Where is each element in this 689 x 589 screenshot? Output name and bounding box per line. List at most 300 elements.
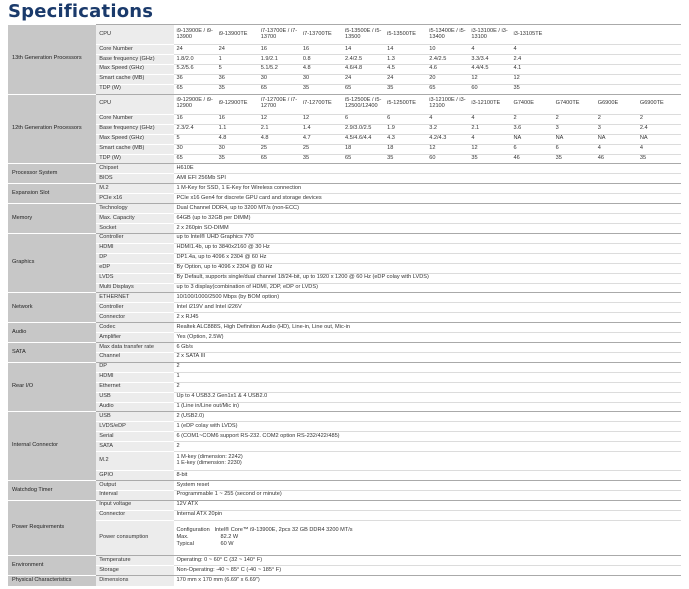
spec-cell: 4.8 bbox=[259, 134, 301, 144]
spec-cell: 3 bbox=[596, 124, 638, 134]
spec-value: 6 Gb/s bbox=[174, 343, 681, 353]
spec-cell: 4 bbox=[469, 45, 511, 55]
category-12th-generation-processors: 12th Generation Processors bbox=[8, 94, 96, 164]
spec-cell: 16 bbox=[217, 114, 259, 124]
spec-cell: 35 bbox=[217, 84, 259, 94]
spec-label: Multi Displays bbox=[96, 283, 174, 293]
spec-row bbox=[8, 194, 681, 204]
spec-row bbox=[8, 223, 681, 233]
spec-cell: 3.6 bbox=[511, 124, 553, 134]
category-sata: SATA bbox=[8, 343, 96, 363]
spec-cell: i5-12500E / i5-12500/12400 bbox=[343, 94, 385, 114]
spec-value: 170 mm x 170 mm (6.69" x 6.69") bbox=[174, 576, 681, 586]
spec-cell: 2.1 bbox=[259, 124, 301, 134]
spec-cell: 5.2/5.6 bbox=[174, 64, 216, 74]
spec-value: 8-bit bbox=[174, 471, 681, 481]
spec-cell: i5-12500TE bbox=[385, 94, 427, 114]
spec-value: up to 3 display(combination of HDMI, 2DP, eDP or LVDS) bbox=[174, 283, 681, 293]
spec-row bbox=[8, 323, 681, 333]
category-rear-i-o: Rear I/O bbox=[8, 362, 96, 412]
spec-cell: 2.4 bbox=[511, 55, 553, 65]
spec-value: 6 (COM1~COM6 support RS-232. COM2 option RS-232/422/485) bbox=[174, 432, 681, 442]
spec-cell: 20 bbox=[427, 74, 469, 84]
spec-cell: 24 bbox=[385, 74, 427, 84]
spec-cell: 18 bbox=[343, 144, 385, 154]
spec-cell: NA bbox=[596, 134, 638, 144]
spec-row bbox=[8, 253, 681, 263]
spec-value: 1 (Line in/Line out/Mic in) bbox=[174, 402, 681, 412]
spec-value: 2 bbox=[174, 362, 681, 372]
spec-cell: 6 bbox=[343, 114, 385, 124]
spec-label: Max Speed (GHz) bbox=[96, 134, 174, 144]
spec-cell: 4.4/4.5 bbox=[469, 64, 511, 74]
spec-cell: 4 bbox=[469, 134, 511, 144]
spec-label: Channel bbox=[96, 352, 174, 362]
spec-row bbox=[8, 283, 681, 293]
spec-value: By Option, up to 4096 x 2304 @ 60 Hz bbox=[174, 263, 681, 273]
spec-label: Technology bbox=[96, 204, 174, 214]
spec-label: Connector bbox=[96, 313, 174, 323]
spec-cell: 12 bbox=[259, 114, 301, 124]
spec-row bbox=[8, 184, 681, 194]
spec-cell: 35 bbox=[385, 154, 427, 164]
spec-value: 2 (USB2.0) bbox=[174, 412, 681, 422]
spec-cell: 5.1/5.2 bbox=[259, 64, 301, 74]
spec-cell: 25 bbox=[301, 144, 343, 154]
spec-cell: i5-13400E / i5-13400 bbox=[427, 25, 469, 45]
spec-value: 1 (eDP colay with LVDS) bbox=[174, 422, 681, 432]
spec-label: Controller bbox=[96, 233, 174, 243]
spec-row bbox=[8, 263, 681, 273]
spec-cell: 6 bbox=[385, 114, 427, 124]
spec-cell: 24 bbox=[343, 74, 385, 84]
spec-cell: 4.6 bbox=[427, 64, 469, 74]
spec-row bbox=[8, 333, 681, 343]
spec-cell: 4.8 bbox=[217, 134, 259, 144]
spec-label: Max data transfer rate bbox=[96, 343, 174, 353]
spec-label: Dimensions bbox=[96, 576, 174, 586]
spec-label: Storage bbox=[96, 566, 174, 576]
spec-cell: 6 bbox=[554, 144, 596, 154]
spec-label: HDMI bbox=[96, 243, 174, 253]
spec-row bbox=[8, 442, 681, 452]
spec-row bbox=[8, 471, 681, 481]
spec-cell: 36 bbox=[174, 74, 216, 84]
spec-value: H610E bbox=[174, 164, 681, 174]
spec-value: 1 M-key (dimension: 2242) 1 E-key (dimension: 2230) bbox=[174, 452, 681, 471]
spec-cell: 35 bbox=[511, 84, 553, 94]
spec-value: 10/100/1000/2500 Mbps (by BOM option) bbox=[174, 293, 681, 303]
spec-row bbox=[8, 64, 681, 74]
spec-row bbox=[8, 576, 681, 586]
spec-row bbox=[8, 422, 681, 432]
spec-row bbox=[8, 362, 681, 372]
spec-cell bbox=[596, 45, 638, 55]
spec-value: 2 x RJ45 bbox=[174, 313, 681, 323]
max-label: Max. bbox=[176, 534, 189, 541]
spec-cell: 3.3/3.4 bbox=[469, 55, 511, 65]
spec-label: USB bbox=[96, 412, 174, 422]
spec-cell: 30 bbox=[301, 74, 343, 84]
spec-row bbox=[8, 174, 681, 184]
spec-cell: 16 bbox=[259, 45, 301, 55]
spec-cell: 65 bbox=[174, 84, 216, 94]
spec-label: Codec bbox=[96, 323, 174, 333]
spec-cell: 3.2 bbox=[427, 124, 469, 134]
spec-cell: 14 bbox=[343, 45, 385, 55]
spec-cell bbox=[596, 74, 638, 84]
spec-cell: 30 bbox=[259, 74, 301, 84]
spec-row bbox=[8, 452, 681, 471]
spec-cell: 35 bbox=[301, 84, 343, 94]
max-value: 82.2 W bbox=[220, 534, 239, 541]
spec-row bbox=[8, 510, 681, 520]
spec-label: CPU bbox=[96, 25, 174, 45]
spec-cell: 2.3/2.4 bbox=[174, 124, 216, 134]
spec-row bbox=[8, 352, 681, 362]
spec-row bbox=[8, 273, 681, 283]
spec-cell: i9-13900TE bbox=[217, 25, 259, 45]
spec-label: TDP (W) bbox=[96, 84, 174, 94]
spec-cell: 4.1 bbox=[511, 64, 553, 74]
spec-row bbox=[8, 243, 681, 253]
spec-value: 64GB (up to 32GB per DIMM) bbox=[174, 214, 681, 224]
spec-cell: 35 bbox=[301, 154, 343, 164]
spec-label: Output bbox=[96, 481, 174, 491]
spec-cell: i7-12700TE bbox=[301, 94, 343, 114]
spec-row bbox=[8, 481, 681, 491]
spec-label: Ethernet bbox=[96, 382, 174, 392]
power-consumption-value bbox=[174, 520, 681, 556]
spec-cell: 65 bbox=[174, 154, 216, 164]
spec-cell: 2.4 bbox=[638, 124, 681, 134]
spec-row bbox=[8, 372, 681, 382]
spec-cell: 36 bbox=[217, 74, 259, 84]
category-graphics: Graphics bbox=[8, 233, 96, 293]
spec-cell: i9-13900E / i9-13900 bbox=[174, 25, 216, 45]
spec-cell: G7400TE bbox=[554, 94, 596, 114]
spec-row bbox=[8, 94, 681, 114]
spec-cell: 1 bbox=[217, 55, 259, 65]
spec-cell: 30 bbox=[174, 144, 216, 154]
spec-cell: NA bbox=[554, 134, 596, 144]
spec-value: 2 bbox=[174, 442, 681, 452]
spec-cell: 5 bbox=[174, 134, 216, 144]
spec-label: BIOS bbox=[96, 174, 174, 184]
spec-row bbox=[8, 313, 681, 323]
spec-value: Non-Operating: -40 ~ 85° C (-40 ~ 185° F) bbox=[174, 566, 681, 576]
spec-cell bbox=[554, 74, 596, 84]
spec-row bbox=[8, 382, 681, 392]
spec-cell: 2.4/2.5 bbox=[343, 55, 385, 65]
spec-row bbox=[8, 55, 681, 65]
spec-cell: i3-12100TE bbox=[469, 94, 511, 114]
spec-cell bbox=[596, 55, 638, 65]
spec-cell: i5-13500E / i5-13500 bbox=[343, 25, 385, 45]
spec-cell: 12 bbox=[301, 114, 343, 124]
spec-value: Operating: 0 ~ 60° C (32 ~ 140° F) bbox=[174, 556, 681, 566]
spec-label: USB bbox=[96, 392, 174, 402]
spec-label: HDMI bbox=[96, 372, 174, 382]
spec-cell bbox=[638, 45, 681, 55]
spec-row bbox=[8, 520, 681, 556]
spec-cell: 16 bbox=[301, 45, 343, 55]
spec-cell: 60 bbox=[469, 84, 511, 94]
spec-row bbox=[8, 343, 681, 353]
spec-value: PCIe x16 Gen4 for discrete GPU card and storage devices bbox=[174, 194, 681, 204]
spec-cell: 35 bbox=[554, 154, 596, 164]
category-13th-generation-processors: 13th Generation Processors bbox=[8, 25, 96, 95]
spec-cell: 12 bbox=[469, 74, 511, 84]
spec-cell: 3 bbox=[554, 124, 596, 134]
category-processor-system: Processor System bbox=[8, 164, 96, 184]
spec-cell: 2.1 bbox=[469, 124, 511, 134]
spec-row bbox=[8, 25, 681, 45]
spec-cell bbox=[554, 45, 596, 55]
spec-cell: 5 bbox=[217, 64, 259, 74]
spec-cell: 1.9 bbox=[385, 124, 427, 134]
spec-cell: 12 bbox=[511, 74, 553, 84]
spec-row bbox=[8, 293, 681, 303]
category-power-requirements: Power Requirements bbox=[8, 500, 96, 555]
spec-row bbox=[8, 402, 681, 412]
spec-cell: 4.7 bbox=[301, 134, 343, 144]
spec-label: LVDS/eDP bbox=[96, 422, 174, 432]
spec-cell: i7-12700E / i7-12700 bbox=[259, 94, 301, 114]
category-physical-characteristics: Physical Characteristics bbox=[8, 576, 96, 586]
spec-value: 2 x SATA III bbox=[174, 352, 681, 362]
spec-cell: 65 bbox=[259, 84, 301, 94]
spec-label: DP bbox=[96, 362, 174, 372]
spec-row bbox=[8, 204, 681, 214]
spec-value: Programmable 1 ~ 255 (second or minute) bbox=[174, 490, 681, 500]
spec-table bbox=[8, 24, 681, 586]
spec-cell: 18 bbox=[385, 144, 427, 154]
spec-cell: 10 bbox=[427, 45, 469, 55]
spec-label: PCIe x16 bbox=[96, 194, 174, 204]
spec-cell: G6900TE bbox=[638, 94, 681, 114]
spec-value: AMI EFI 256Mb SPI bbox=[174, 174, 681, 184]
spec-cell: NA bbox=[511, 134, 553, 144]
spec-cell: 4 bbox=[469, 114, 511, 124]
spec-cell: 35 bbox=[217, 154, 259, 164]
spec-cell: i5-13500TE bbox=[385, 25, 427, 45]
spec-row bbox=[8, 84, 681, 94]
spec-cell: 4 bbox=[511, 45, 553, 55]
spec-cell: 2 bbox=[511, 114, 553, 124]
spec-row bbox=[8, 164, 681, 174]
spec-label: Controller bbox=[96, 303, 174, 313]
spec-cell: G6900E bbox=[596, 94, 638, 114]
spec-cell: 35 bbox=[469, 154, 511, 164]
spec-cell: 25 bbox=[259, 144, 301, 154]
spec-label: Serial bbox=[96, 432, 174, 442]
spec-value: By Default, supports single/dual channel 18/24-bit, up to 1920 x 1200 @ 60 Hz (eDP colay with LVDS) bbox=[174, 273, 681, 283]
spec-row bbox=[8, 74, 681, 84]
spec-row bbox=[8, 566, 681, 576]
spec-row bbox=[8, 144, 681, 154]
spec-cell: 1.4 bbox=[301, 124, 343, 134]
spec-row bbox=[8, 556, 681, 566]
spec-label: Connector bbox=[96, 510, 174, 520]
spec-label: Max Speed (GHz) bbox=[96, 64, 174, 74]
spec-cell: 2.4/2.5 bbox=[427, 55, 469, 65]
config-text: Intel® Core™ i9-13900E, 2pcs 32 GB DDR4 3200 MT/s bbox=[214, 527, 353, 534]
spec-label: Power consumption bbox=[96, 520, 174, 556]
spec-cell bbox=[554, 25, 596, 45]
spec-value: 2 bbox=[174, 382, 681, 392]
spec-value: Up to 4 USB3.2 Gen1x1 & 4 USB2.0 bbox=[174, 392, 681, 402]
spec-cell: 4 bbox=[427, 114, 469, 124]
spec-row bbox=[8, 412, 681, 422]
category-memory: Memory bbox=[8, 204, 96, 234]
spec-cell: i9-12900TE bbox=[217, 94, 259, 114]
spec-row bbox=[8, 114, 681, 124]
spec-label: Core Number bbox=[96, 45, 174, 55]
spec-cell bbox=[554, 64, 596, 74]
spec-label: TDP (W) bbox=[96, 154, 174, 164]
spec-label: DP bbox=[96, 253, 174, 263]
spec-label: Input voltage bbox=[96, 500, 174, 510]
spec-label: Base frequency (GHz) bbox=[96, 55, 174, 65]
spec-cell: 1.3 bbox=[385, 55, 427, 65]
spec-cell: 4.8 bbox=[301, 64, 343, 74]
spec-value: Dual Channel DDR4, up to 3200 MT/s (non-ECC) bbox=[174, 204, 681, 214]
spec-row bbox=[8, 303, 681, 313]
spec-cell bbox=[638, 25, 681, 45]
spec-label: Socket bbox=[96, 223, 174, 233]
spec-label: Core Number bbox=[96, 114, 174, 124]
spec-cell: 4 bbox=[638, 144, 681, 154]
spec-cell: 4 bbox=[596, 144, 638, 154]
spec-cell: i7-13700E / i7-13700 bbox=[259, 25, 301, 45]
spec-cell: 65 bbox=[259, 154, 301, 164]
spec-value: 12V ATX bbox=[174, 500, 681, 510]
spec-label: CPU bbox=[96, 94, 174, 114]
spec-cell: 12 bbox=[427, 144, 469, 154]
spec-label: LVDS bbox=[96, 273, 174, 283]
spec-value: up to Intel® UHD Graphics 770 bbox=[174, 233, 681, 243]
category-watchdog-timer: Watchdog Timer bbox=[8, 481, 96, 501]
spec-cell: 2 bbox=[554, 114, 596, 124]
spec-cell: 4.5/4.6/4.4 bbox=[343, 134, 385, 144]
typical-value: 60 W bbox=[220, 540, 234, 547]
spec-row bbox=[8, 214, 681, 224]
spec-label: eDP bbox=[96, 263, 174, 273]
spec-cell: 65 bbox=[427, 84, 469, 94]
spec-cell: 1.8/2.0 bbox=[174, 55, 216, 65]
spec-cell: i3-13100E / i3-13100 bbox=[469, 25, 511, 45]
spec-label: Max. Capacity bbox=[96, 214, 174, 224]
spec-row bbox=[8, 490, 681, 500]
spec-cell: 65 bbox=[343, 84, 385, 94]
spec-cell: 4.6/4.8 bbox=[343, 64, 385, 74]
spec-cell bbox=[638, 74, 681, 84]
spec-value: System reset bbox=[174, 481, 681, 491]
spec-cell: 6 bbox=[511, 144, 553, 154]
spec-label: Audio bbox=[96, 402, 174, 412]
spec-cell: i3-13105TE bbox=[511, 25, 553, 45]
spec-cell: G7400E bbox=[511, 94, 553, 114]
spec-label: Temperature bbox=[96, 556, 174, 566]
spec-label: Smart cache (MB) bbox=[96, 74, 174, 84]
spec-value: HDMI1.4b, up to 3840x2160 @ 30 Hz bbox=[174, 243, 681, 253]
spec-label: Chipset bbox=[96, 164, 174, 174]
spec-value: Yes (Option, 2.5W) bbox=[174, 333, 681, 343]
spec-cell: 12 bbox=[469, 144, 511, 154]
spec-value: 1 M-Key for SSD, 1 E-Key for Wireless connection bbox=[174, 184, 681, 194]
spec-cell: 4.5 bbox=[385, 64, 427, 74]
typical-label: Typical bbox=[176, 540, 194, 547]
spec-value: DP1.4a, up to 4096 x 2304 @ 60 Hz bbox=[174, 253, 681, 263]
spec-cell bbox=[554, 55, 596, 65]
spec-row bbox=[8, 432, 681, 442]
spec-cell bbox=[596, 25, 638, 45]
spec-label: Interval bbox=[96, 490, 174, 500]
spec-row bbox=[8, 134, 681, 144]
spec-row bbox=[8, 500, 681, 510]
spec-cell: 24 bbox=[174, 45, 216, 55]
spec-cell: 16 bbox=[174, 114, 216, 124]
page-title: Specifications bbox=[8, 1, 154, 22]
spec-cell: 46 bbox=[596, 154, 638, 164]
spec-value: Realtek ALC888S, High Definition Audio (HD), Line-in, Line out, Mic-in bbox=[174, 323, 681, 333]
spec-cell: 2.9/3.0/2.5 bbox=[343, 124, 385, 134]
category-internal-connector: Internal Connector bbox=[8, 412, 96, 481]
spec-cell: i3-12100E / i3-12100 bbox=[427, 94, 469, 114]
spec-cell: 35 bbox=[385, 84, 427, 94]
category-expansion-slot: Expansion Slot bbox=[8, 184, 96, 204]
spec-cell bbox=[554, 84, 596, 94]
spec-label: Base frequency (GHz) bbox=[96, 124, 174, 134]
spec-cell: 14 bbox=[385, 45, 427, 55]
spec-label: M.2 bbox=[96, 452, 174, 471]
spec-cell: 24 bbox=[217, 45, 259, 55]
spec-cell: 1.9/2.1 bbox=[259, 55, 301, 65]
spec-cell: 30 bbox=[217, 144, 259, 154]
spec-label: SATA bbox=[96, 442, 174, 452]
spec-cell: 1.1 bbox=[217, 124, 259, 134]
spec-label: ETHERNET bbox=[96, 293, 174, 303]
spec-label: GPIO bbox=[96, 471, 174, 481]
spec-row bbox=[8, 154, 681, 164]
spec-label: M.2 bbox=[96, 184, 174, 194]
spec-label: Amplifier bbox=[96, 333, 174, 343]
spec-cell bbox=[596, 84, 638, 94]
category-environment: Environment bbox=[8, 556, 96, 576]
spec-row bbox=[8, 45, 681, 55]
spec-cell: i9-12900E / i9-12900 bbox=[174, 94, 216, 114]
spec-cell: 65 bbox=[343, 154, 385, 164]
spec-row bbox=[8, 124, 681, 134]
spec-cell: 60 bbox=[427, 154, 469, 164]
spec-cell: 2 bbox=[596, 114, 638, 124]
spec-cell: i7-13700TE bbox=[301, 25, 343, 45]
spec-value: Internal ATX 20pin bbox=[174, 510, 681, 520]
category-audio: Audio bbox=[8, 323, 96, 343]
spec-value: 1 bbox=[174, 372, 681, 382]
spec-cell: 46 bbox=[511, 154, 553, 164]
category-network: Network bbox=[8, 293, 96, 323]
spec-cell: 4.3 bbox=[385, 134, 427, 144]
spec-row bbox=[8, 233, 681, 243]
spec-cell bbox=[596, 64, 638, 74]
config-label: Configuration bbox=[176, 527, 210, 534]
spec-cell bbox=[638, 84, 681, 94]
spec-cell: 0.8 bbox=[301, 55, 343, 65]
spec-cell bbox=[638, 55, 681, 65]
spec-cell: NA bbox=[638, 134, 681, 144]
